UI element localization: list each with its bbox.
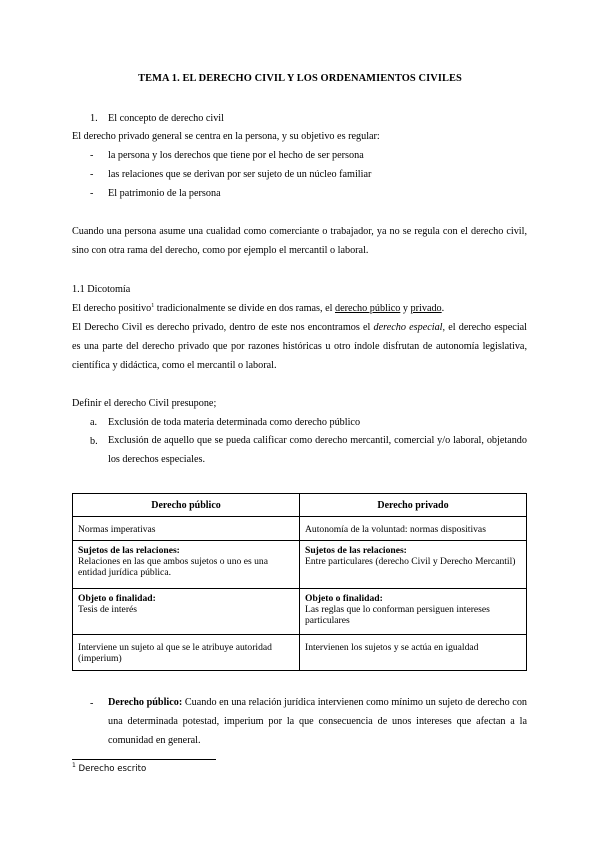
paragraph-positivo: [72, 302, 444, 316]
list-marker: a.: [90, 417, 98, 428]
cell-heading: Sujetos de las relaciones:: [78, 545, 180, 556]
derecho-publico-definition: [108, 693, 527, 750]
footnote-number: 1: [72, 762, 76, 769]
text: El Derecho Civil es derecho privado, dentro de este nos encontramos el: [72, 322, 374, 333]
cell-text: Tesis de interés: [78, 604, 138, 615]
table-header-cell: Derecho privado: [300, 494, 527, 517]
list-item: El patrimonio de la persona: [108, 188, 221, 199]
paragraph-derecho-civil: [72, 318, 527, 375]
table-cell: [73, 635, 300, 671]
list-item: Exclusión de toda materia determinada como derecho público: [108, 417, 361, 428]
table-row: [73, 589, 527, 635]
footnote-separator: [72, 759, 216, 760]
table-cell: [300, 541, 527, 589]
intro-text: El derecho privado general se centra en la persona, y su objetivo es regular:: [72, 131, 380, 142]
text: , el derecho especial es una parte del derecho privado que por razones históricas u otro índole disfrutan de autonomía legislativa, científica y didáctica, como el mercantil o laboral.: [72, 322, 527, 371]
definition-text: Cuando en una relación jurídica intervienen como mínimo un sujeto de derecho con una determinada potestad, imperium por la que consecuencia de unos intereses que afectan a la comunidad en general.: [108, 697, 528, 746]
list-marker: b.: [90, 436, 98, 447]
cell-text: Interviene un sujeto al que se le atribuye autoridad (imperium): [78, 642, 272, 664]
privado-term: privado: [410, 303, 442, 314]
list-item: Exclusión de aquello que se pueda calificar como derecho mercantil, comercial y/o laboral, objetando los derechos especiales.: [108, 435, 527, 465]
cell-text: Relaciones en las que ambos sujetos o uno es una entidad jurídica pública.: [78, 556, 268, 578]
table-row: [73, 541, 527, 589]
cell-heading: Sujetos de las relaciones:: [305, 545, 407, 556]
presupone-text: Definir el derecho Civil presupone;: [72, 398, 217, 409]
cell-text: Intervienen los sujetos y se actúa en igualdad: [305, 642, 479, 653]
derecho-especial-term: derecho especial: [373, 322, 443, 333]
paragraph: Cuando una persona asume una cualidad como comerciante o trabajador, ya no se regula con el derecho civil, sino con otra rama del derecho, como por ejemplo el mercantil o laboral.: [72, 226, 527, 256]
bullet-marker: -: [90, 169, 94, 180]
cell-heading: Objeto o finalidad:: [78, 593, 156, 604]
table-row: [73, 517, 527, 541]
cell-text: Entre particulares (derecho Civil y Derecho Mercantil): [305, 556, 516, 567]
list-item: las relaciones que se derivan por ser sujeto de un núcleo familiar: [108, 169, 372, 180]
footnote-ref: 1: [151, 303, 155, 309]
bullet-marker: -: [90, 150, 94, 161]
text: y: [400, 303, 411, 314]
list-item: la persona y los derechos que tiene por el hecho de ser persona: [108, 150, 364, 161]
derecho-publico-term: derecho público: [335, 303, 401, 314]
table-cell: [300, 589, 527, 635]
comparison-table: [72, 493, 527, 671]
table-row: [73, 635, 527, 671]
table-header-row: [73, 494, 527, 517]
table-cell: [73, 589, 300, 635]
table-cell: [73, 541, 300, 589]
section-number: 1.: [90, 113, 98, 124]
document-title: TEMA 1. EL DERECHO CIVIL Y LOS ORDENAMIENTOS CIVILES: [138, 73, 462, 84]
cell-text: Autonomía de la voluntad: normas dispositivas: [305, 524, 486, 535]
cell-text: Normas imperativas: [78, 524, 156, 535]
footnote-text: Derecho escrito: [75, 764, 147, 774]
text: tradicionalmente se divide en dos ramas, el: [154, 303, 335, 314]
footnote: [72, 764, 146, 774]
table-cell: [300, 517, 527, 541]
bullet-marker: -: [90, 188, 94, 199]
text: El derecho positivo: [72, 303, 152, 314]
cell-heading: Objeto o finalidad:: [305, 593, 383, 604]
table-header-cell: Derecho público: [73, 494, 300, 517]
table-cell: [73, 517, 300, 541]
table-cell: [300, 635, 527, 671]
section-heading: El concepto de derecho civil: [108, 113, 224, 124]
bullet-marker: -: [90, 698, 94, 709]
subsection-heading: 1.1 Dicotomía: [72, 284, 131, 295]
text: .: [441, 303, 445, 314]
cell-text: Las reglas que lo conforman persiguen intereses particulares: [305, 604, 490, 626]
definition-term: Derecho público:: [108, 697, 183, 708]
